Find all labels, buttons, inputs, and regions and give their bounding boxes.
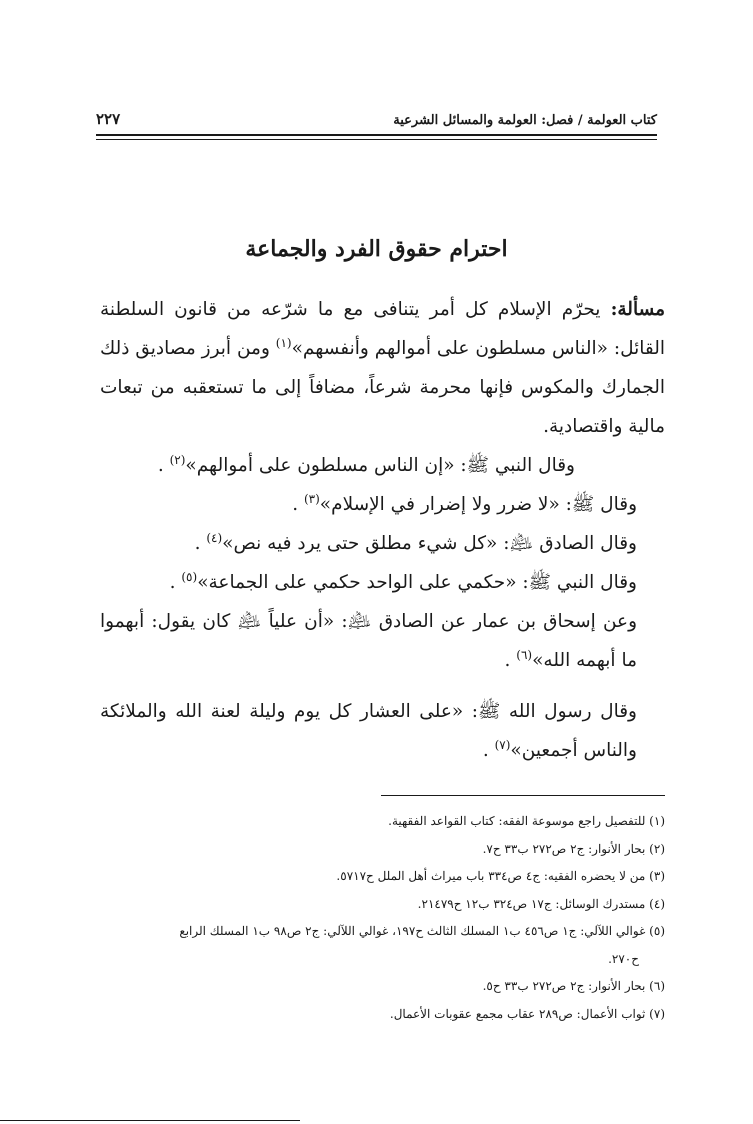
footnote-ref-4[interactable]: (٤) xyxy=(206,530,223,545)
footnote-7: (٧) ثواب الأعمال: ص٢٨٩ عقاب مجمع عقوبات الأعمال. xyxy=(389,1006,665,1021)
header-title: كتاب العولمة / فصل: العولمة والمسائل الشرعية xyxy=(393,113,657,128)
issue-label: مسألة: xyxy=(610,299,665,320)
issue-paragraph xyxy=(100,290,665,446)
footnote-5: (٥) غوالي اللآلي: ج١ ص٤٥٦ ب١ المسلك الثالث ح١٩٧، غوالي اللآلي: ج٢ ص٩٨ ب١ المسلك الرابع xyxy=(179,924,665,938)
quote-4-text: وقال النبي ﷺ: «حكمي على الواحد حكمي على الجماعة» xyxy=(197,572,637,593)
footnote-ref-1[interactable]: (١) xyxy=(275,335,292,350)
hadith-quote-6 xyxy=(100,692,665,770)
footnote-1: (١) للتفصيل راجع موسوعة الفقه: كتاب القواعد الفقهية. xyxy=(388,814,665,828)
hadith-quote-1 xyxy=(100,446,665,485)
header-rule-thick xyxy=(96,134,657,136)
footnotes xyxy=(96,808,665,1028)
footnote-ref-6[interactable]: (٦) xyxy=(516,647,533,662)
period: . xyxy=(169,572,176,593)
footnote-6: (٦) بحار الأنوار: ج٢ ص٢٧٢ ب٣٣ ح٥. xyxy=(482,979,665,993)
footnote-3: (٣) من لا يحضره الفقيه: ج٤ ص٣٣٤ باب ميراث أهل الملل ح٥٧١٧. xyxy=(336,869,665,883)
paragraph-gap xyxy=(100,680,665,692)
period: . xyxy=(194,533,201,554)
issue-text-part1: يحرّم الإسلام كل أمر يتنافى مع ما شرّعه من قانون السلطنة القائل: «الناس مسلطون على أموالهم وأنفسهم» xyxy=(100,299,666,359)
quote-1-text: وقال النبي ﷺ: «إن الناس مسلطون على أموالهم» xyxy=(185,455,575,476)
quote-3-text: وقال الصادق ﵇: «كل شيء مطلق حتى يرد فيه نص» xyxy=(222,533,637,554)
period: . xyxy=(292,494,299,515)
hadith-quote-2 xyxy=(100,485,665,524)
page-number: ٢٢٧ xyxy=(96,110,121,128)
footnote-separator xyxy=(381,795,665,796)
period: . xyxy=(504,650,511,671)
hadith-quote-5 xyxy=(100,602,665,680)
header-rule-thin xyxy=(96,139,657,140)
footnote-4: (٤) مستدرك الوسائل: ج١٧ ص٣٢٤ ب١٢ ح٢١٤٧٩. xyxy=(417,896,665,911)
period: . xyxy=(157,455,164,476)
quote-5-text: وعن إسحاق بن عمار عن الصادق ﵇: «أن علياً ﵇ كان يقول: أبهموا ما أبهمه الله» xyxy=(100,611,637,671)
footnote-ref-5[interactable]: (٥) xyxy=(181,569,198,584)
section-title: احترام حقوق الفرد والجماعة xyxy=(245,236,508,262)
footnote-2: (٢) بحار الأنوار: ج٢ ص٢٧٢ ب٣٣ ح٧. xyxy=(482,841,665,856)
footnote-ref-7[interactable]: (٧) xyxy=(494,737,511,752)
issue-text-part2: ومن أبرز مصاديق ذلك الجمارك والمكوس فإنها محرمة شرعاً، مضافاً إلى ما تستعقبه من تبعات مالية واقتصادية. xyxy=(100,338,665,437)
quote-6-text: وقال رسول الله ﷺ: «على العشار كل يوم وليلة لعنة الله والملائكة والناس أجمعين» xyxy=(100,701,637,761)
footnote-5-continued: ح٢٧٠. xyxy=(608,951,639,966)
page-bottom-edge xyxy=(0,1120,300,1121)
footnote-ref-3[interactable]: (٣) xyxy=(303,491,320,506)
hadith-quote-3 xyxy=(100,524,665,563)
main-text xyxy=(100,290,665,770)
period: . xyxy=(482,740,489,761)
quote-2-text: وقال ﷺ: «لا ضرر ولا إضرار في الإسلام» xyxy=(319,494,637,515)
footnote-ref-2[interactable]: (٢) xyxy=(169,452,186,467)
hadith-quote-4 xyxy=(100,563,665,602)
running-header xyxy=(96,100,657,128)
